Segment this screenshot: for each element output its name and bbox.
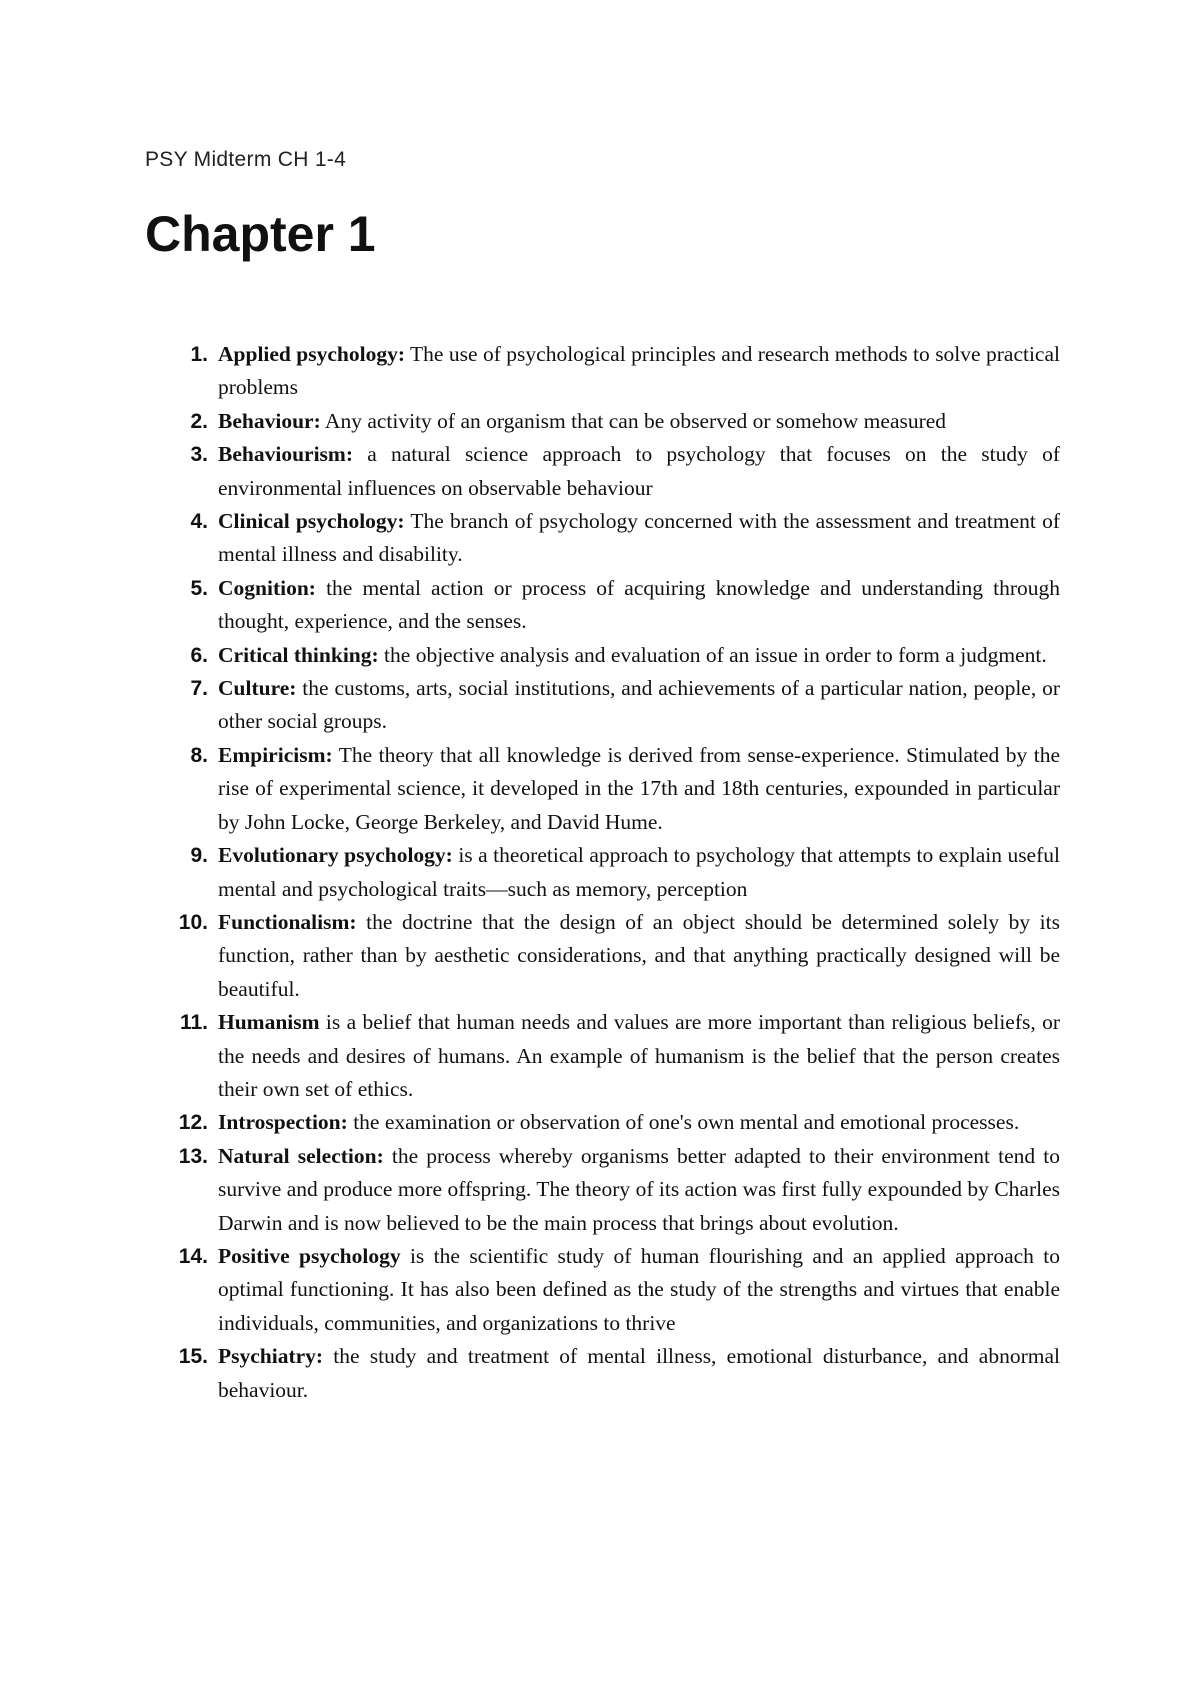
document-header: PSY Midterm CH 1-4 [145, 148, 347, 171]
term-name: Evolutionary psychology: [218, 843, 453, 868]
term-definition: is a theoretical approach to psychology that attempts to explain useful mental and psychological traits—such as memory, perception [218, 843, 1060, 901]
item-number: 13. [178, 1144, 208, 1168]
term-name: Cognition: [218, 575, 316, 600]
item-text [218, 906, 1060, 1006]
term-definition: is a belief that human needs and values are more important than religious beliefs, or the needs and desires of humans. An example of humanism is the belief that the person creates their own set of ethics. [218, 1010, 1060, 1101]
list-item [145, 505, 1060, 572]
item-text [218, 639, 1060, 672]
item-text [218, 1140, 1060, 1240]
term-definition: The branch of psychology concerned with the assessment and treatment of mental illness and disability. [218, 509, 1060, 567]
item-number: 7. [190, 677, 208, 701]
term-definition: the mental action or process of acquiring knowledge and understanding through thought, experience, and the senses. [218, 575, 1060, 634]
item-number: 9. [190, 844, 208, 868]
list-item [145, 672, 1060, 739]
term-name: Culture: [218, 676, 297, 701]
item-number: 14. [178, 1244, 208, 1268]
list-item [145, 405, 1060, 438]
item-text [218, 505, 1060, 572]
list-item [145, 639, 1060, 672]
list-item [145, 1106, 1060, 1139]
item-number: 8. [190, 743, 208, 767]
item-number: 4. [190, 510, 208, 534]
list-item [145, 338, 1060, 405]
term-name: Behaviour: [218, 408, 321, 433]
item-text [218, 1340, 1060, 1407]
list-item [145, 438, 1060, 505]
list-item [145, 1140, 1060, 1240]
list-item [145, 739, 1060, 839]
term-name: Applied psychology: [218, 342, 406, 366]
term-definition: a natural science approach to psychology that focuses on the study of environmental influences on observable behaviour [218, 442, 1060, 500]
term-name: Natural selection: [218, 1143, 384, 1168]
item-number: 3. [190, 443, 208, 467]
list-item [145, 572, 1060, 639]
item-text [218, 839, 1060, 906]
item-text [218, 338, 1060, 405]
item-text [218, 438, 1060, 505]
term-name: Critical thinking: [218, 642, 379, 667]
item-text [218, 1240, 1060, 1340]
term-name: Introspection: [218, 1110, 348, 1135]
term-definition: The theory that all knowledge is derived from sense-experience. Stimulated by the rise of experimental science, it developed in the 17th and 18th centuries, expounded in particular by John Locke, George Berkeley, and David Hume. [218, 742, 1060, 834]
list-item [145, 839, 1060, 906]
term-definition: the objective analysis and evaluation of an issue in order to form a judgment. [378, 642, 1047, 667]
term-definition: the examination or observation of one's own mental and emotional processes. [347, 1110, 1020, 1135]
term-definition: the study and treatment of mental illness, emotional disturbance, and abnormal behaviour. [218, 1344, 1060, 1402]
list-item [145, 1006, 1060, 1106]
term-name: Psychiatry: [218, 1344, 324, 1369]
chapter-title: Chapter 1 [145, 206, 376, 262]
list-item [145, 1240, 1060, 1340]
term-definition: Any activity of an organism that can be observed or somehow measured [320, 408, 947, 433]
list-item [145, 906, 1060, 1006]
item-text [218, 739, 1060, 839]
term-definition: The use of psychological principles and research methods to solve practical problems [218, 342, 1060, 400]
item-text [218, 1006, 1060, 1106]
term-name: Functionalism: [218, 909, 357, 934]
term-name: Positive psychology [218, 1243, 401, 1268]
term-definition: is the scientific study of human flourishing and an applied approach to optimal functioning. It has also been defined as the study of the strengths and virtues that enable individuals, communities, and organizations to thrive [218, 1243, 1060, 1335]
glossary-list [145, 338, 1060, 1407]
item-number: 2. [190, 409, 208, 433]
item-number: 15. [178, 1345, 208, 1369]
item-text [218, 672, 1060, 739]
term-definition: the customs, arts, social institutions, and achievements of a particular nation, people, or other social groups. [218, 676, 1060, 734]
list-item [145, 1340, 1060, 1407]
term-definition: the doctrine that the design of an object should be determined solely by its function, rather than by aesthetic considerations, and that anything practically designed will be beautiful. [218, 909, 1060, 1001]
item-number: 1. [190, 343, 208, 366]
term-name: Behaviourism: [218, 442, 353, 467]
item-text [218, 572, 1060, 639]
term-name: Empiricism: [218, 742, 333, 767]
item-number: 6. [190, 643, 208, 667]
term-definition: the process whereby organisms better adapted to their environment tend to survive and produce more offspring. The theory of its action was first fully expounded by Charles Darwin and is now believed to be the main process that brings about evolution. [218, 1143, 1060, 1235]
item-number: 12. [178, 1111, 208, 1135]
item-text [218, 1106, 1060, 1139]
term-name: Clinical psychology: [218, 509, 405, 534]
item-text [218, 405, 1060, 438]
term-name: Humanism [218, 1010, 320, 1035]
item-number: 5. [190, 576, 208, 600]
item-number: 11. [179, 1011, 208, 1035]
item-number: 10. [178, 910, 208, 934]
